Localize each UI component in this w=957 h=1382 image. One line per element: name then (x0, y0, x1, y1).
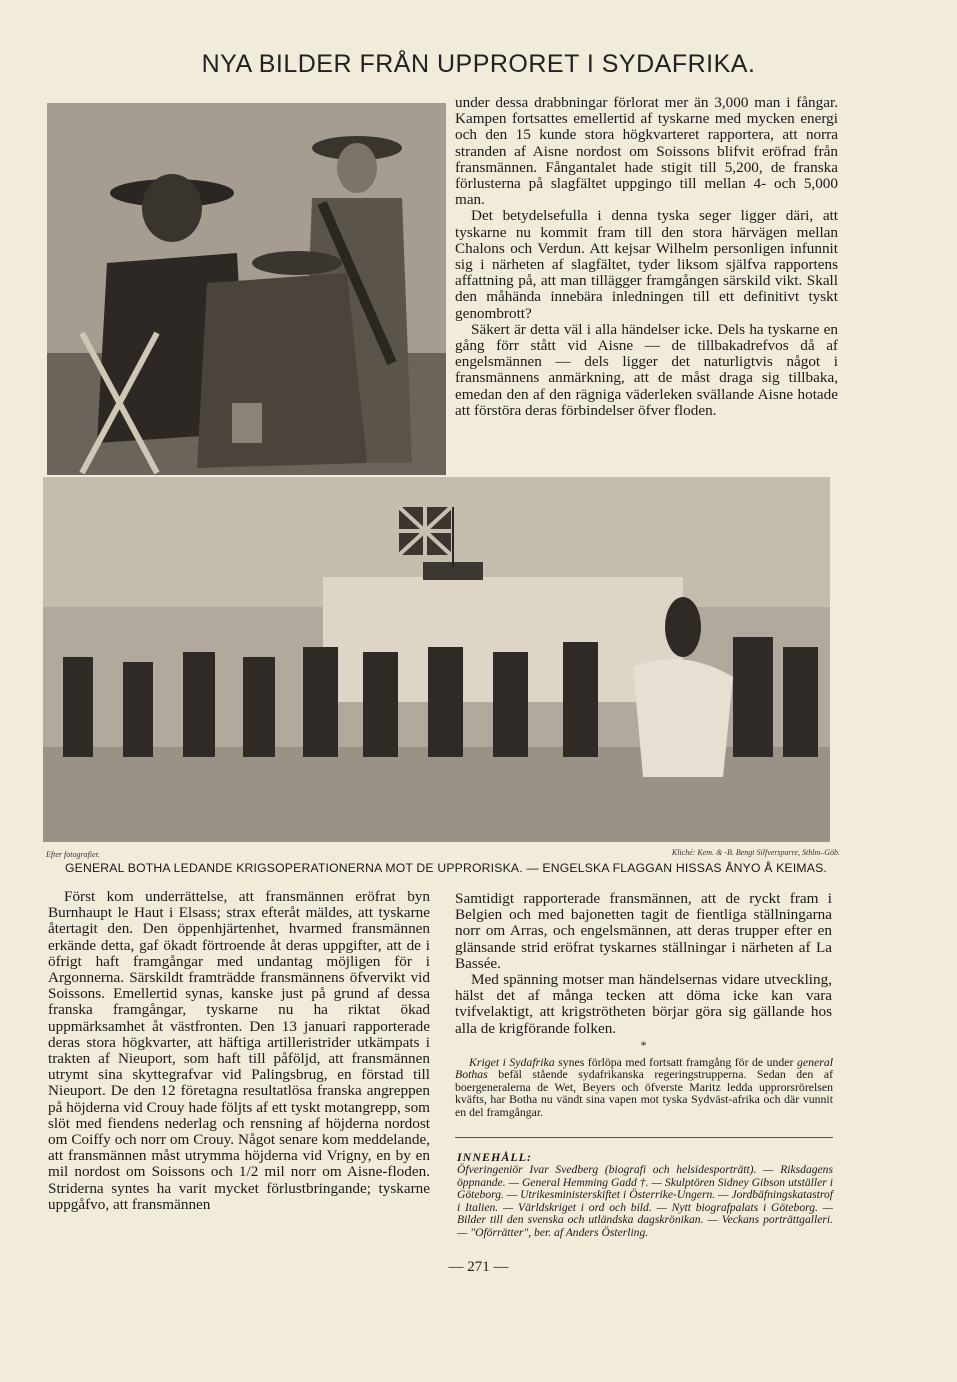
south-africa-note (455, 1056, 833, 1118)
note-lead: Kriget i Sydafrika (469, 1055, 555, 1069)
note-general: general Bothas (455, 1055, 834, 1082)
article-column-top-right (455, 95, 838, 419)
page-title: NYA BILDER FRÅN UPPRORET I SYDAFRIKA. (201, 50, 756, 78)
article-paragraph: Först kom underrättelse, att fransmännen eröfrat byn Burnhaupt le Haut i Elsass; strax efteråt mäldes, att tyskarne återtagit den. Den öppenhjärtenhet, hvarmed fransmännen erkände detta, gaf ökadt förtroende åt deras uppgifter, att de i öfrigt haft framgångar med undantag möjligen för i Argonnerna. Särskildt framträdde fransmännens öfvervikt vid Soissons. Emellertid synas, kanske just på grund af dessa franska framgångar, tyskarne nu ha riktat ökad uppmärksamhet åt västfronten. Den 13 januari rapporterade deras stora högkvarter, att häftiga artilleristrider utkämpats i trakten af Nieuport, som haft till påföljd, att fransmännen utrymt sina skyttegrafvar vid Palingsbrug, en förstad till Nieuport. De den 12 företagna resultatlösa franska angreppen på höjderna vid Crouy hade följts af ett tyskt motangrepp, som slöt med fiendens nederlag och rensning af höjderna nordost om Coiffy och norr om Crouy. Något senare kom meddelande, att fransmännen måst utrymma höjderna vid Vrigny, en by en mil nordost om Soissons och 1/2 mil norr om Aisne-floden. Striderna syntes ha varit mycket förlustbringande; tyskarne uppgåfvo, att fransmännen (48, 888, 430, 1213)
contents-heading: INNEHÅLL: (457, 1150, 532, 1164)
article-column-bottom-left (48, 889, 430, 1213)
article-column-bottom-right (455, 891, 832, 1037)
article-paragraph: Samtidigt rapporterade fransmännen, att de ryckt fram i Belgien och med bajonetten tagit de fientliga ställningarna norr om Arras, och engelsmännen, att deras trupper efter en glänsande strid eröfrat tyskarnes ställningar i närheten af La Bassée. (455, 890, 832, 972)
soldiers-illustration (47, 103, 446, 475)
photo-credit-left: Efter fotografier. (46, 850, 100, 859)
contents-divider (455, 1137, 833, 1138)
article-paragraph: Det betydelsefulla i denna tyska seger ligger däri, att tyskarne nu kommit fram till den stora härvägen mellan Chalons och Verdun. Att kejsar Wilhelm personligen infunnit sig i närheten af slagfältet, tyder liksom själfva rapportens affattning på, att man tillägger framgången särskild vikt. Skall den måhända innebära inledningen till ett definitivt tyskt genombrott? (455, 207, 838, 322)
contents-list: Öfveringeniör Ivar Svedberg (biografi och helsidesporträtt). — Riksdagens öppnande. — General Hemming Gadd †. — Skulptören Sidney Gibson utställer i Göteborg. — Utrikesministerskiftet i Österrike-Ungern. — Jordbäfningskatastrof i Italien. — Världskriget i ord och bild. — Nytt biografpalats i Göteborg. — Bilder till den svenska och utländska dagskrönikan. — Veckans porträttgalleri. — "Oförrätter", ber. af Anders Österling. (457, 1163, 833, 1239)
photo-botha-cavalry (43, 477, 830, 842)
photo-soldiers-group (47, 103, 446, 475)
article-paragraph: under dessa drabbningar förlorat mer än 3,000 man i fångar. Kampen fortsattes emellertid af tyskarne med mycken energi och den 15 kunde stora högkvarteret rapportera, att norra stranden af Aisne nordost om Soissons blifvit eröfrad från fransmännen. Fångantalet hade stigit till 5,200, de franska förlusterna på slagfältet uppgingo till mellan 4- och 5,000 man. (455, 94, 838, 209)
note-text: synes förlöpa med fortsatt framgång för de under (554, 1055, 797, 1069)
note-text: befäl stående sydafrikanska regeringstrupperna. Sedan den af boergeneralerna de Wet, Beyers och öfverste Maritz ledda upprorsrörelsen kväfts, har Botha nu vändt sina vapen mot tyska Sydväst-afrika och där vunnit en del framgångar. (455, 1067, 833, 1119)
photo-caption: GENERAL BOTHA LEDANDE KRIGSOPERATIONERNA MOT DE UPPRORISKA. — ENGELSKA FLAGGAN HISSAS ÅNYO Å KEIMAS. (64, 861, 828, 875)
section-separator: * (640, 1038, 647, 1052)
cavalry-illustration (43, 477, 830, 842)
page-number: — 271 — (448, 1259, 509, 1275)
photo-credit-right: Kliché: Kem. & -B. Bengt Silfversparre, Sthlm–Göb. (671, 848, 840, 857)
article-paragraph: Säkert är detta väl i alla händelser icke. Dels ha tyskarne en gång förr stått vid Aisne — de tillbakadrefvos då af engelsmännen — dels ligger det naturligtvis något i fransmännens anmärkning, att de måst draga sig tillbaka, emedan den af den rägniga väderleken svällande Aisne hotade att förstöra deras förbindelser öfver floden. (455, 320, 838, 419)
article-paragraph: Med spänning motser man händelsernas vidare utveckling, hälst det af många tecken att döma icke kan vara tvifvelaktigt, att krigströtheten börjar göra sig gällande hos alla de krigförande folken. (455, 971, 832, 1037)
